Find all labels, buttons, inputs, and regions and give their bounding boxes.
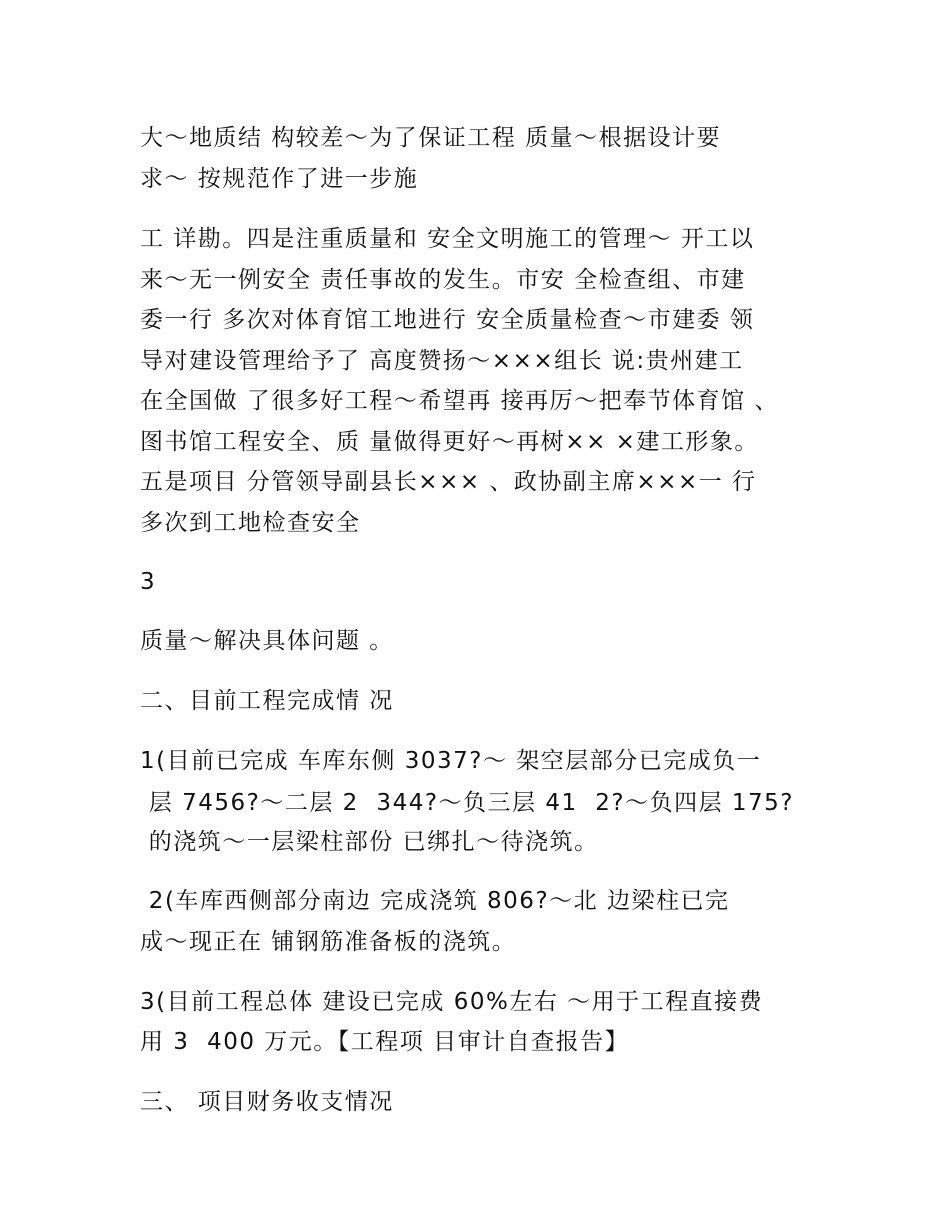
text-line: 3(目前工程总体 建设已完成 60%左右 ～用于工程直接费 xyxy=(140,989,764,1015)
text-line: 求～ 按规范作了进一步施 xyxy=(140,166,419,192)
page-number: 3 xyxy=(140,569,157,595)
section-heading: 三、 项目财务收支情况 xyxy=(140,1089,394,1115)
text-line: 的浇筑～一层梁柱部份 已绑扎～待浇筑。 xyxy=(140,829,599,855)
section-heading: 二、目前工程完成情 况 xyxy=(140,688,394,714)
text-line: 导对建设管理给予了 高度赞扬～×××组长 说:贵州建工 xyxy=(140,348,744,374)
text-line: 多次到工地检查安全 xyxy=(140,510,361,536)
text-line: 用 3 400 万元。【工程项 目审计自查报告】 xyxy=(140,1029,630,1055)
text-line: 大～地质结 构较差～为了保证工程 质量～根据设计要 xyxy=(140,125,722,151)
text-line: 委一行 多次对体育馆工地进行 安全质量检查～市建委 领 xyxy=(140,307,755,333)
text-line: 图书馆工程安全、质 量做得更好～再树×× ×建工形象。 xyxy=(140,429,759,455)
text-line: 2(车库西侧部分南边 完成浇筑 806?～北 边梁柱已完 xyxy=(140,888,730,914)
text-line: 五是项目 分管领导副县长××× 、政协副主席×××一 行 xyxy=(140,469,757,495)
text-line: 质量～解决具体问题 。 xyxy=(140,628,394,654)
text-line: 1(目前已完成 车库东侧 3037?～ 架空层部分已完成负一 xyxy=(140,748,762,774)
text-line: 成～现正在 铺钢筋准备板的浇筑。 xyxy=(140,929,517,955)
text-line: 层 7456?～二层 2 344?～负三层 41 2?～负四层 175? xyxy=(140,790,794,816)
text-line: 工 详勘。四是注重质量和 安全文明施工的管理～ 开工以 xyxy=(140,226,755,252)
text-line: 在全国做 了很多好工程～希望再 接再厉～把奉节体育馆 、 xyxy=(140,388,779,414)
text-line: 来～无一例安全 责任事故的发生。市安 全检查组、市建 xyxy=(140,267,746,293)
